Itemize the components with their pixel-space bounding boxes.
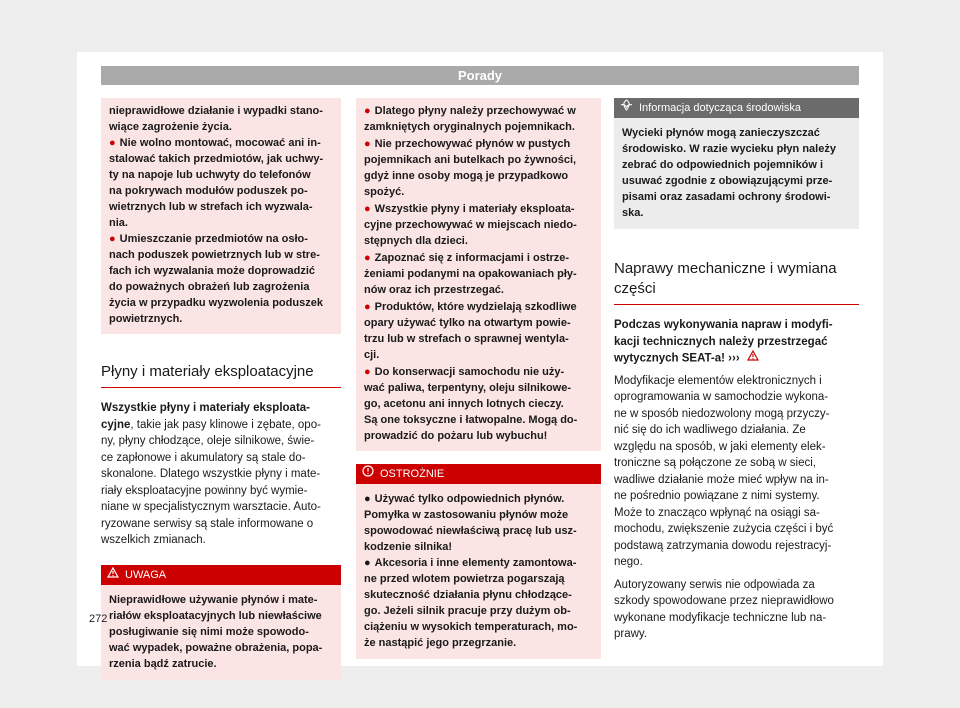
bold-text: Podczas wykonywania napraw i modyfi- [614, 319, 833, 331]
text-line: niane w specjalistycznym warsztacie. Auto- [101, 501, 321, 513]
bullet-line: ● Zapoznać się z informacjami i ostrze- [364, 252, 570, 264]
text-line: nach poduszek powietrznych lub w stre- [109, 249, 320, 261]
environment-title-bar [614, 98, 859, 118]
text-line: wiące zagrożenie życia. [109, 121, 232, 133]
text-line: Autoryzowany serwis nie odpowiada za [614, 578, 815, 591]
text-line: wietrznych lub w strefach ich wyzwala- [109, 201, 313, 213]
text-line: go. Jeżeli silnik pracuje przy dużym ob- [364, 605, 571, 617]
text-line: żeniami podanymi na opakowaniach pły- [364, 268, 577, 280]
text-line: rzenia bądź zatrucie. [109, 657, 217, 670]
column-middle [356, 98, 601, 659]
bullet-icon: ● [364, 138, 371, 150]
caution-body [356, 484, 601, 659]
text-line: do poważnych obrażeń lub zagrożenia [109, 281, 310, 293]
warning-title-bar [101, 565, 341, 585]
text-line: nia. [109, 217, 128, 229]
text-line: usuwać zgodnie z obowiązującymi prze- [622, 175, 833, 187]
text-line: ne przed wlotem powietrza pogarszają [364, 573, 565, 585]
text-line: wykonane modyfikacje techniczne lub na- [614, 611, 827, 624]
text-line: na pokrywach modułów poduszek po- [109, 185, 308, 197]
section-heading-fluids [101, 362, 341, 388]
text-line: riałów eksploatacyjnych lub niewłaściwe [109, 609, 322, 622]
text-line: ne pośrednio powiązane z nimi systemy. [614, 490, 820, 503]
text-line: skuteczność działania płynu chłodzące- [364, 589, 572, 601]
text-line: nów oraz ich przestrzegać. [364, 284, 504, 296]
warning-body [101, 585, 341, 680]
bullet-icon: ● [364, 105, 371, 117]
text-line: podstawą zatrzymania dowodu rejestracyj- [614, 539, 832, 552]
page-header: Porady [101, 66, 859, 85]
text-line: ny, płyny chłodzące, oleje silnikowe, świe- [101, 435, 315, 447]
text-line: Modyfikacje elementów elektronicznych i [614, 374, 822, 387]
caution-title-bar [356, 464, 601, 484]
text-line: środowisko. W razie wycieku płyn należy [622, 143, 836, 155]
caution-title: OSTROŻNIE [380, 468, 445, 480]
caution-box [356, 464, 601, 659]
section-title: Naprawy mechaniczne i wymiana [614, 260, 837, 277]
text-line: Wycieki płynów mogą zanieczyszczać [622, 127, 820, 139]
page-number: 272 [89, 613, 108, 625]
bold-text: cyjne [101, 418, 131, 431]
warning-title: UWAGA [125, 568, 167, 581]
text-line: troniczne są połączone ze sobą w sieci, [614, 457, 816, 470]
warning-triangle-icon [107, 565, 119, 585]
text-line: ne w sposób niedozwolony mogą przyczy- [614, 407, 830, 420]
warning-continuation-box [101, 98, 341, 334]
text-line: zamkniętych oryginalnych pojemnikach. [364, 121, 575, 133]
section-title: Płyny i materiały eksploatacyjne [101, 363, 314, 380]
bullet-icon: ● [364, 252, 371, 264]
bullet-line: ● Wszystkie płyny i materiały eksploata- [364, 203, 575, 215]
text-line: spowodować niewłaściwą pracę lub usz- [364, 525, 577, 537]
text-line: prawy. [614, 628, 648, 641]
text-line: ce zapłonowe i akumulatory są stale do- [101, 451, 306, 464]
bullet-icon: ● [364, 366, 371, 378]
text-line: wadliwe działanie może mieć wpływ na in- [614, 473, 829, 486]
text-line: cyjne przechowywać w miejscach niedo- [364, 219, 577, 231]
bullet-line: ● Dlatego płyny należy przechowywać w [364, 105, 576, 117]
repairs-paragraph-2 [614, 577, 859, 643]
leaf-icon [620, 98, 633, 118]
text-line: ska. [622, 207, 644, 219]
text-line: stępnych dla dzieci. [364, 235, 468, 247]
text-line: życia w przypadku wyzwolenia poduszek [109, 297, 323, 309]
text-line: trzu lub w strefach o sprawnej wentyla- [364, 333, 569, 345]
text-line: fach ich wyzwalania może doprowadzić [109, 265, 315, 277]
text-line: ciążeniu w wysokich temperaturach, mo- [364, 621, 578, 633]
warning-continuation-box [356, 98, 601, 451]
text-line: nego. [614, 556, 643, 569]
text-line: Są one toksyczne i łatwopalne. Mogą do- [364, 414, 578, 426]
text-line: nieprawidłowe działanie i wypadki stano- [109, 105, 323, 117]
environment-info-box [614, 98, 859, 229]
bold-text: wytycznych SEAT-a! ››› [614, 352, 740, 365]
text-line: Pomyłka w zastosowaniu płynów może [364, 509, 569, 521]
column-left [101, 98, 341, 680]
bullet-icon: ● [109, 233, 116, 245]
bullet-line: ● Nie przechowywać płynów w pustych [364, 138, 571, 150]
section-title: części [614, 280, 656, 297]
text-line: wać wypadek, poważne obrażenia, popa- [109, 641, 323, 654]
bold-text: Wszystkie płyny i materiały eksploata- [101, 402, 311, 414]
section-heading-repairs [614, 259, 859, 305]
bullet-line: ● Do konserwacji samochodu nie uży- [364, 366, 565, 378]
bullet-line: ● Nie wolno montować, mocować ani in- [109, 137, 321, 149]
text-line: skonalone. Dlatego wszystkie płyny i mate- [101, 468, 321, 480]
warning-triangle-icon [747, 350, 759, 367]
text-line: prowadzić do pożaru lub wybuchu! [364, 430, 548, 442]
text-line: posługiwanie się nimi może spowodo- [109, 625, 309, 638]
text-line: Może to znacząco wpłynąć na osiągi sa- [614, 506, 820, 519]
bullet-line: ● Umieszczanie przedmiotów na osło- [109, 233, 308, 245]
bullet-icon: ● [364, 203, 371, 215]
bold-text: kacji technicznych należy przestrzegać [614, 335, 828, 348]
text-line: wać paliwa, terpentyny, oleju silnikowe- [364, 382, 572, 394]
text-line: powietrznych. [109, 313, 183, 325]
text-line: oprogramowania w samochodzie wykona- [614, 391, 829, 404]
bullet-icon: ● [109, 137, 116, 149]
text-line: nić się do ich wadliwego działania. Ze [614, 424, 806, 437]
text-line: go, acetonu ani innych lotnych cieczy. [364, 398, 564, 410]
bullet-icon: ● [364, 301, 371, 313]
text-line: riały eksploatacyjne powinny być wymie- [101, 484, 308, 497]
text-line: kodzenie silnika! [364, 541, 453, 553]
fluids-paragraph: Wszystkie płyny i materiały eksploata- cyjne, takie jak pasy klinowe i zębate, opo- ny, płyny chłodzące, oleje silnikowe, świe- ce zapłonowe i akumulatory są stale do- skonalone. Dlatego wszystkie płyny i mate- riały eksploatacyjne powinny być wymie- niane w specjalistycznym warsztacie. Auto- ryzowane serwisy są stale informowane o wszelkich zmianach. [101, 400, 341, 549]
text-line: cji. [364, 349, 380, 361]
text-line: ryzowane serwisy są stale informowane o [101, 517, 314, 530]
text-line: Nieprawidłowe używanie płynów i mate- [109, 593, 318, 606]
bullet-line: ● Używać tylko odpowiednich płynów. [364, 493, 565, 505]
text-line: pojemnikach ani butelkach po żywności, [364, 154, 577, 166]
text-line: spożyć. [364, 186, 405, 198]
caution-circle-icon [362, 464, 374, 484]
text-line: że nastąpić jego przegrzanie. [364, 637, 517, 649]
environment-title: Informacja dotycząca środowiska [639, 102, 802, 114]
text-line: zebrać do odpowiednich pojemników i [622, 159, 824, 171]
repairs-intro [614, 317, 859, 367]
text-line: stalować takich przedmiotów, jak uchwy- [109, 153, 324, 165]
text-line: opary używać tylko na otwartym powie- [364, 317, 571, 329]
text-line: wszelkich zmianach. [101, 534, 206, 546]
text-line: względu na sposób, w jaki elementy elek- [614, 440, 826, 453]
bullet-line: ● Akcesoria i inne elementy zamontowa- [364, 557, 577, 569]
warning-box [101, 565, 341, 680]
repairs-paragraph-1 [614, 373, 859, 571]
bullet-line: ● Produktów, które wydzielają szkodliwe [364, 301, 577, 313]
text-line: szkody spowodowane przez nieprawidłowo [614, 595, 834, 608]
text-line: pisami oraz zasadami ochrony środowi- [622, 191, 831, 203]
environment-body [614, 118, 859, 229]
text-line: ty na napoje lub uchwyty do telefonów [109, 169, 311, 181]
text-line: mochodu, zwiększenie zużycia części i być [614, 523, 834, 536]
text-line: gdyż inne osoby mogą je przypadkowo [364, 170, 569, 182]
column-right [614, 98, 859, 643]
